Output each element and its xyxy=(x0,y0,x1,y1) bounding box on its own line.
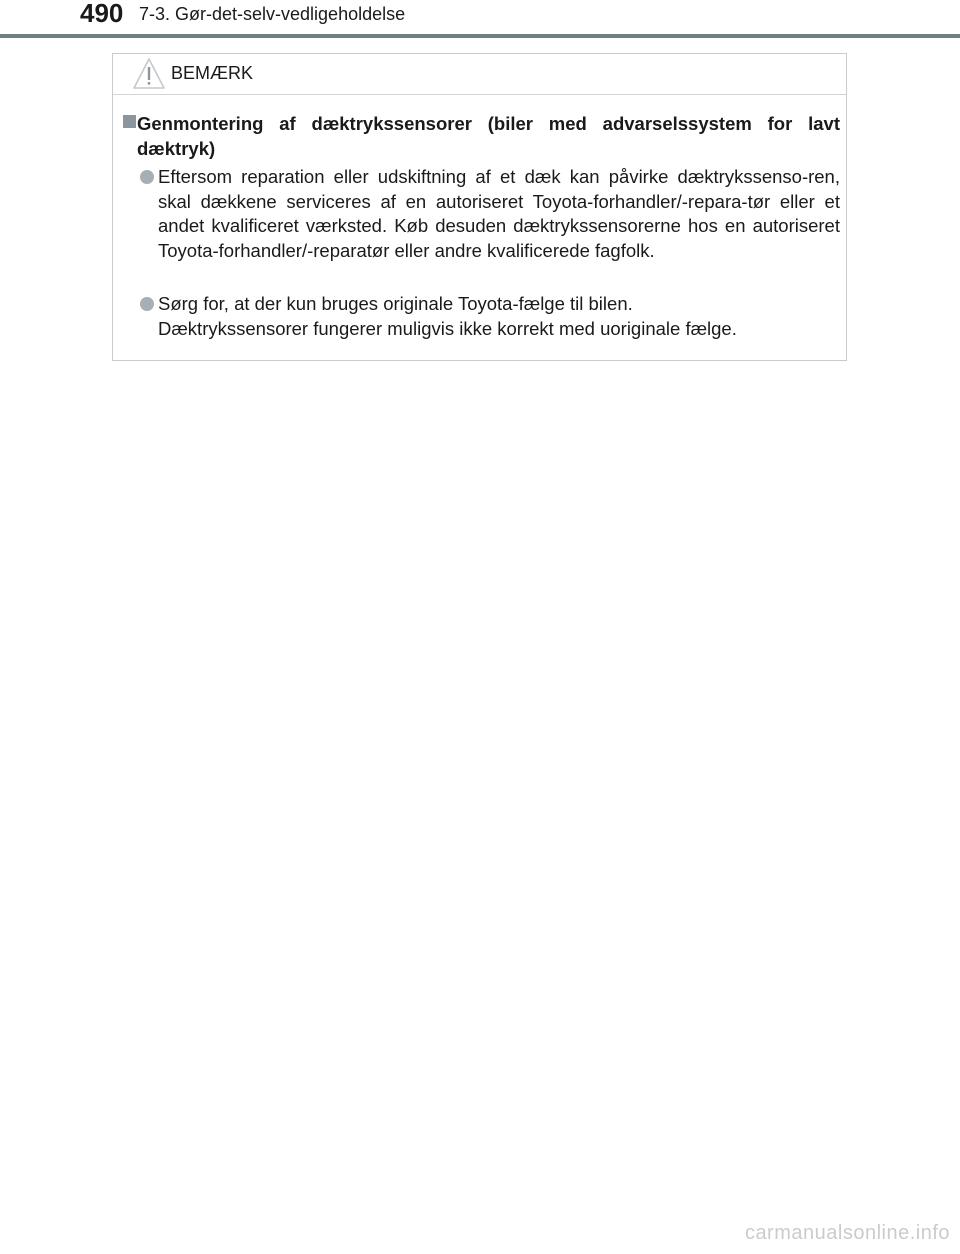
bullet-text xyxy=(158,292,840,341)
page-header xyxy=(0,0,960,40)
bullet-text: Eftersom reparation eller udskiftning af et dæk kan påvirke dæktrykssenso-ren, skal dækkene serviceres af en autoriseret Toyota-forhandler/-repara-tør eller et andet kvalificeret værksted. Køb desuden dæktrykssensorerne hos en autoriseret Toyota-forhandler/-reparatør eller andre kvalificerede fagfolk. xyxy=(158,166,840,261)
watermark: carmanualsonline.info xyxy=(744,1222,950,1244)
subheading-text: Genmontering af dæktrykssensorer (biler med advarselssystem for lavt dæktryk) xyxy=(137,113,840,159)
notice-box xyxy=(112,53,847,361)
page-number: 490 xyxy=(80,0,124,28)
header-rule xyxy=(0,34,960,38)
square-bullet-icon xyxy=(123,115,136,128)
bullet-text-line: Dæktrykssensorer fungerer muligvis ikke korrekt med uoriginale fælge. xyxy=(158,317,737,339)
section-title: 7-3. Gør-det-selv-vedligeholdelse xyxy=(139,4,406,24)
round-bullet-icon xyxy=(140,170,154,184)
notice-header xyxy=(113,54,846,95)
warning-triangle-icon xyxy=(132,57,166,90)
notice-label: BEMÆRK xyxy=(171,63,254,83)
bullet-text-line: Sørg for, at der kun bruges originale Toyota-fælge til bilen. xyxy=(158,293,633,314)
round-bullet-icon xyxy=(140,297,154,311)
